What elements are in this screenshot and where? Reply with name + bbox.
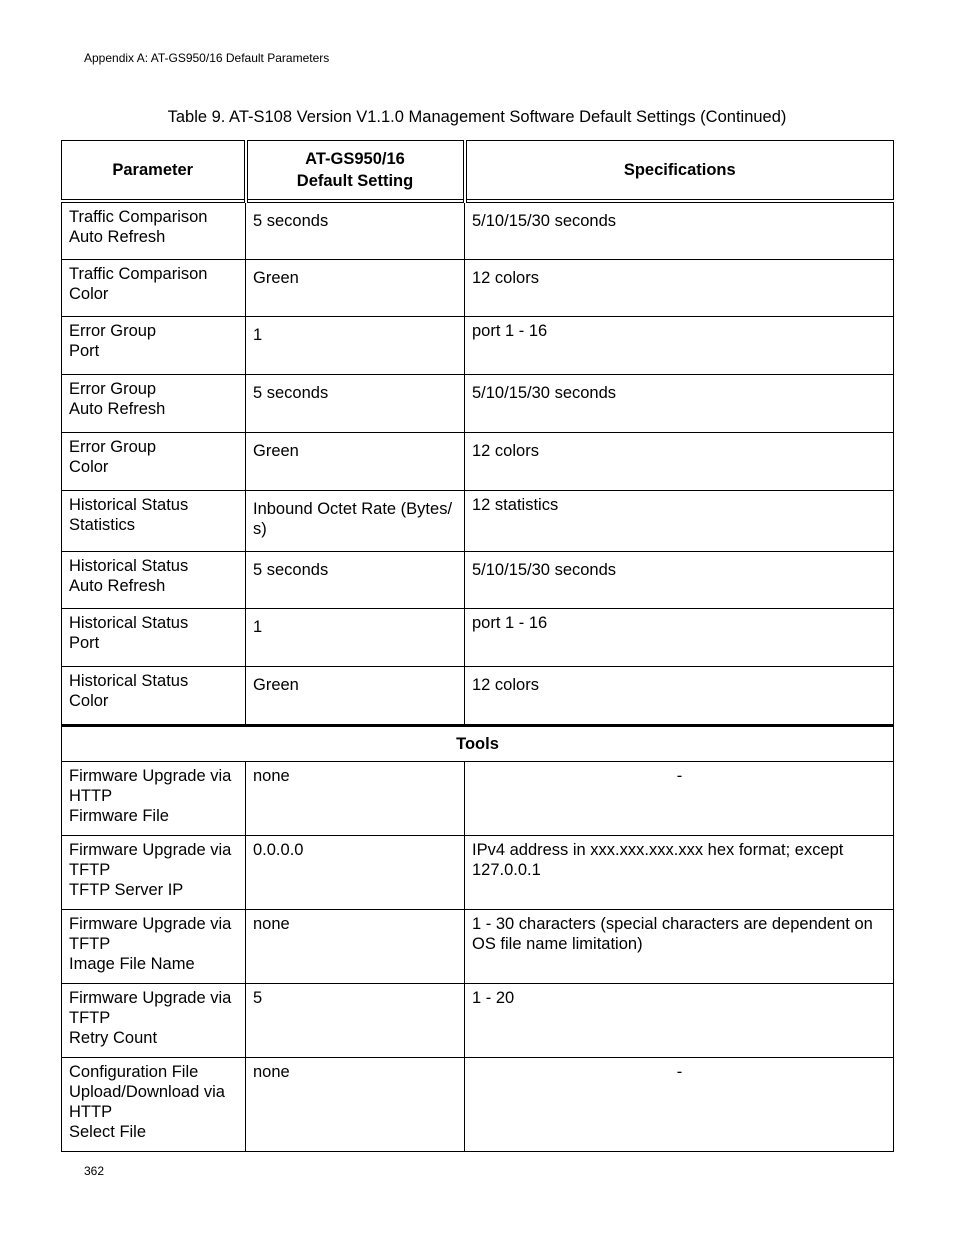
default-cell: 1 bbox=[246, 609, 465, 667]
parameter-cell: Firmware Upgrade via TFTP TFTP Server IP bbox=[62, 836, 246, 910]
table-row bbox=[62, 375, 894, 433]
parameter-cell: Historical Status Color bbox=[62, 667, 246, 726]
parameter-cell: Error Group Port bbox=[62, 317, 246, 375]
table-row bbox=[62, 984, 894, 1058]
default-cell: 5 seconds bbox=[246, 201, 465, 260]
parameter-cell: Error Group Color bbox=[62, 433, 246, 491]
default-cell: none bbox=[246, 1058, 465, 1152]
column-header-specifications: Specifications bbox=[465, 141, 894, 202]
parameter-cell: Firmware Upgrade via HTTP Firmware File bbox=[62, 762, 246, 836]
parameter-cell: Firmware Upgrade via TFTP Image File Name bbox=[62, 910, 246, 984]
spec-cell: 5/10/15/30 seconds bbox=[465, 201, 894, 260]
spec-cell: - bbox=[465, 1058, 894, 1152]
table-caption: Table 9. AT-S108 Version V1.1.0 Management Software Default Settings (Continued) bbox=[167, 108, 787, 126]
spec-cell: 12 statistics bbox=[465, 491, 894, 552]
table-row bbox=[62, 836, 894, 910]
column-header-default-setting bbox=[246, 141, 465, 202]
default-cell: Green bbox=[246, 667, 465, 726]
default-cell: 1 bbox=[246, 317, 465, 375]
spec-cell: port 1 - 16 bbox=[465, 317, 894, 375]
default-cell: 5 seconds bbox=[246, 552, 465, 609]
default-cell: Green bbox=[246, 260, 465, 317]
spec-cell: 5/10/15/30 seconds bbox=[465, 375, 894, 433]
spec-cell: - bbox=[465, 762, 894, 836]
parameter-cell: Error Group Auto Refresh bbox=[62, 375, 246, 433]
table-row bbox=[62, 667, 894, 726]
spec-cell: 12 colors bbox=[465, 433, 894, 491]
section-title: Tools bbox=[62, 726, 894, 762]
table-row bbox=[62, 201, 894, 260]
table-row bbox=[62, 317, 894, 375]
column-header-parameter: Parameter bbox=[62, 141, 246, 202]
table-row bbox=[62, 609, 894, 667]
table-row bbox=[62, 433, 894, 491]
parameter-cell: Configuration File Upload/Download via HTTP Select File bbox=[62, 1058, 246, 1152]
default-cell: none bbox=[246, 910, 465, 984]
table-row bbox=[62, 260, 894, 317]
parameter-cell: Traffic Comparison Color bbox=[62, 260, 246, 317]
parameter-cell: Historical Status Port bbox=[62, 609, 246, 667]
table-row bbox=[62, 491, 894, 552]
table-row bbox=[62, 762, 894, 836]
default-cell: 0.0.0.0 bbox=[246, 836, 465, 910]
running-header: Appendix A: AT-GS950/16 Default Parameters bbox=[84, 51, 330, 65]
default-cell: 5 seconds bbox=[246, 375, 465, 433]
parameter-cell: Firmware Upgrade via TFTP Retry Count bbox=[62, 984, 246, 1058]
default-cell: none bbox=[246, 762, 465, 836]
section-row-tools bbox=[62, 726, 894, 762]
default-cell: Inbound Octet Rate (Bytes/ s) bbox=[246, 491, 465, 552]
parameter-cell: Historical Status Auto Refresh bbox=[62, 552, 246, 609]
default-cell: 5 bbox=[246, 984, 465, 1058]
spec-cell: 1 - 20 bbox=[465, 984, 894, 1058]
spec-cell: 12 colors bbox=[465, 667, 894, 726]
spec-cell: IPv4 address in xxx.xxx.xxx.xxx hex format; except 127.0.0.1 bbox=[465, 836, 894, 910]
default-settings-table bbox=[61, 140, 894, 1152]
column-header-default-line2: Default Setting bbox=[296, 172, 414, 190]
parameter-cell: Historical Status Statistics bbox=[62, 491, 246, 552]
table-row bbox=[62, 910, 894, 984]
parameter-cell: Traffic Comparison Auto Refresh bbox=[62, 201, 246, 260]
spec-cell: 5/10/15/30 seconds bbox=[465, 552, 894, 609]
table-row bbox=[62, 1058, 894, 1152]
spec-cell: 12 colors bbox=[465, 260, 894, 317]
table-header-row bbox=[62, 141, 894, 202]
table-row bbox=[62, 552, 894, 609]
spec-cell: 1 - 30 characters (special characters are dependent on OS file name limitation) bbox=[465, 910, 894, 984]
default-cell: Green bbox=[246, 433, 465, 491]
column-header-default-line1: AT-GS950/16 bbox=[305, 150, 405, 168]
spec-cell: port 1 - 16 bbox=[465, 609, 894, 667]
page-number: 362 bbox=[84, 1164, 105, 1178]
